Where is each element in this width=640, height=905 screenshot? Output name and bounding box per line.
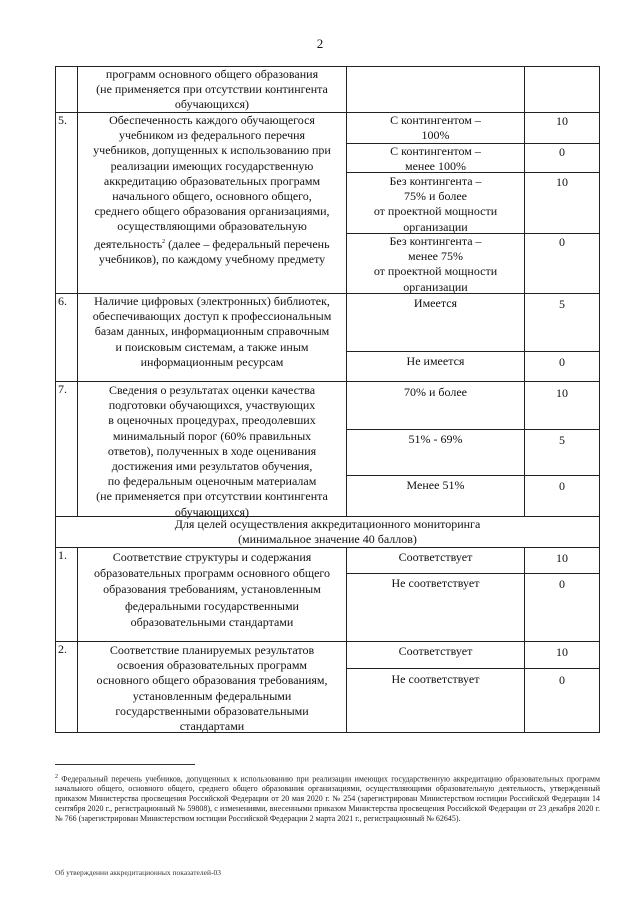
- row-number-m2: 2.: [58, 642, 67, 656]
- row-number-5: 5.: [58, 113, 67, 127]
- option-label: Соответствует: [398, 550, 473, 564]
- option-label: С контингентом – менее 100%: [390, 144, 481, 174]
- option-label: Не имеется: [406, 354, 465, 368]
- row-number-m1: 1.: [58, 548, 67, 562]
- section-header: Для целей осуществления аккредитационного мониторинга (минимальное значение 40 баллов): [174, 517, 481, 547]
- criterion-text-5: Обеспеченность каждого обучающегося учебником из федерального перечня учебников, допущенных к использованию при реализации имеющих государственную аккредитацию образовательных программ начального общего, основного общего, среднего общего образования организациями, осуществляющими образовательную деятельность$^2$ (далее – федеральный перечень учебников), по каждому учебному предмету: [93, 113, 331, 266]
- option-label: Не соответствует: [391, 576, 480, 590]
- option-score: 0: [559, 235, 565, 249]
- option-score: 0: [559, 355, 565, 369]
- row-number-6: 6.: [58, 294, 67, 308]
- page-number: 2: [316, 36, 324, 51]
- option-label: Соответствует: [398, 644, 473, 658]
- criterion-text-7: Сведения о результатах оценки качества подготовки обучающихся, участвующих в оценочных процедурах, преодолевших минимальный порог (60% правильных ответов), полученных в ходе оценивания достижения ими результатов обучения, по федеральным оценочным материалам (не применяется при отсутствии контингента обучающихся): [96, 383, 328, 519]
- option-score: 10: [556, 645, 568, 659]
- option-label: Не соответствует: [391, 672, 480, 686]
- option-label: Менее 51%: [406, 478, 465, 492]
- option-score: 0: [559, 673, 565, 687]
- criterion-text-m1: Соответствие структуры и содержания образовательных программ основного общего образования требованиям, установленным федеральными государственными образовательными стандартами: [93, 550, 331, 629]
- footnote-separator: [55, 764, 195, 765]
- footnote-mark: 2: [55, 774, 58, 780]
- option-label: С контингентом – 100%: [390, 113, 481, 143]
- option-score: 10: [556, 175, 568, 189]
- option-label: Без контингента – 75% и более от проектной мощности организации: [373, 174, 498, 234]
- option-score: 0: [559, 145, 565, 159]
- footnote-reference: 2: [162, 238, 166, 245]
- row-number-7: 7.: [58, 382, 67, 396]
- file-reference: Об утверждении аккредитационных показателей-03: [55, 868, 221, 877]
- option-score: 10: [556, 551, 568, 565]
- footnote: $^2$ Федеральный перечень учебников, допущенных к использованию при реализации имеющих государственную аккредитацию образовательных программ начального общего, основного общего, среднего общего образования организациями, осуществляющими образовательную деятельность, утвержденный приказом Министерства просвещения Российской Федерации от 20 мая 2020 г. № 254 (зарегистрирован Министерством юстиции Российской Федерации 14 сентября 2020 г., регистрационный № 59808), с изменениями, внесенными приказом Министерства просвещения Российской Федерации от 23 декабря 2020 г. № 766 (зарегистрирован Министерством юстиции Российской Федерации 2 марта 2021 г., регистрационный № 62645).: [55, 774, 600, 823]
- option-score: 10: [556, 386, 568, 400]
- option-score: 0: [559, 479, 565, 493]
- option-score: 10: [556, 114, 568, 128]
- option-label: 51% - 69%: [408, 432, 463, 446]
- option-label: 70% и более: [403, 385, 467, 399]
- criterion-text-6: Наличие цифровых (электронных) библиотек, обеспечивающих доступ к профессиональным базам данных, информационным справочным и поисковым системам, а также иным информационным ресурсам: [92, 294, 332, 369]
- option-score: 5: [559, 297, 565, 311]
- option-score: 0: [559, 577, 565, 591]
- option-score: 5: [559, 433, 565, 447]
- option-label: Имеется: [413, 296, 458, 310]
- criterion-continuation-text: программ основного общего образования (не применяется при отсутствии контингента обучающихся): [96, 67, 328, 112]
- option-label: Без контингента – менее 75% от проектной мощности организации: [373, 234, 498, 294]
- criterion-text-m2: Соответствие планируемых результатов освоения образовательных программ основного общего образования требованиям, установленным федеральными государственными образовательными стандартами: [96, 643, 328, 734]
